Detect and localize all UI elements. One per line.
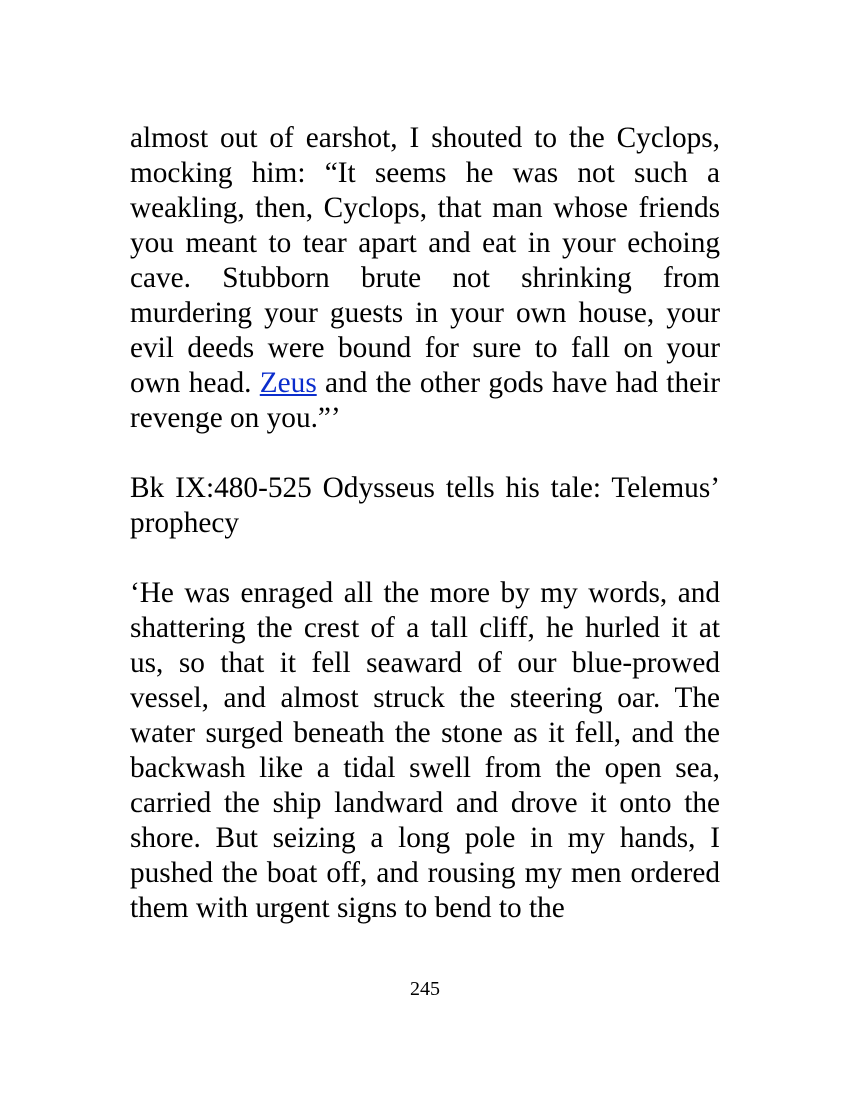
paragraph-text-before-link: almost out of earshot, I shouted to the Cyclops, mocking him: “It seems he was not such a weakling, then, Cyclops, that man whose friends you meant to tear apart and eat in your echoing cave. Stubborn brute not shrinking from murdering your guests in your own house, your evil deeds were bound for sure to fall on your own head. bbox=[130, 122, 720, 399]
page-body bbox=[130, 121, 720, 926]
paragraph-text-after-link: and the other gods have had their revenge on you.”’ bbox=[130, 367, 720, 434]
zeus-link[interactable]: Zeus bbox=[259, 367, 317, 399]
paragraph-cliff-hurled: ‘He was enraged all the more by my words, and shattering the crest of a tall cliff, he hurled it at us, so that it fell seaward of our blue-prowed vessel, and almost struck the steering oar. The water surged beneath the stone as it fell, and the backwash like a tidal swell from the open sea, carried the ship landward and drove it onto the shore. But seizing a long pole in my hands, I pushed the boat off, and rousing my men ordered them with urgent signs to bend to the bbox=[130, 577, 720, 924]
section-heading: Bk IX:480-525 Odysseus tells his tale: Telemus’ prophecy bbox=[130, 472, 720, 539]
page-number: 245 bbox=[410, 978, 440, 1000]
paragraph-cyclops-taunt bbox=[130, 121, 720, 436]
